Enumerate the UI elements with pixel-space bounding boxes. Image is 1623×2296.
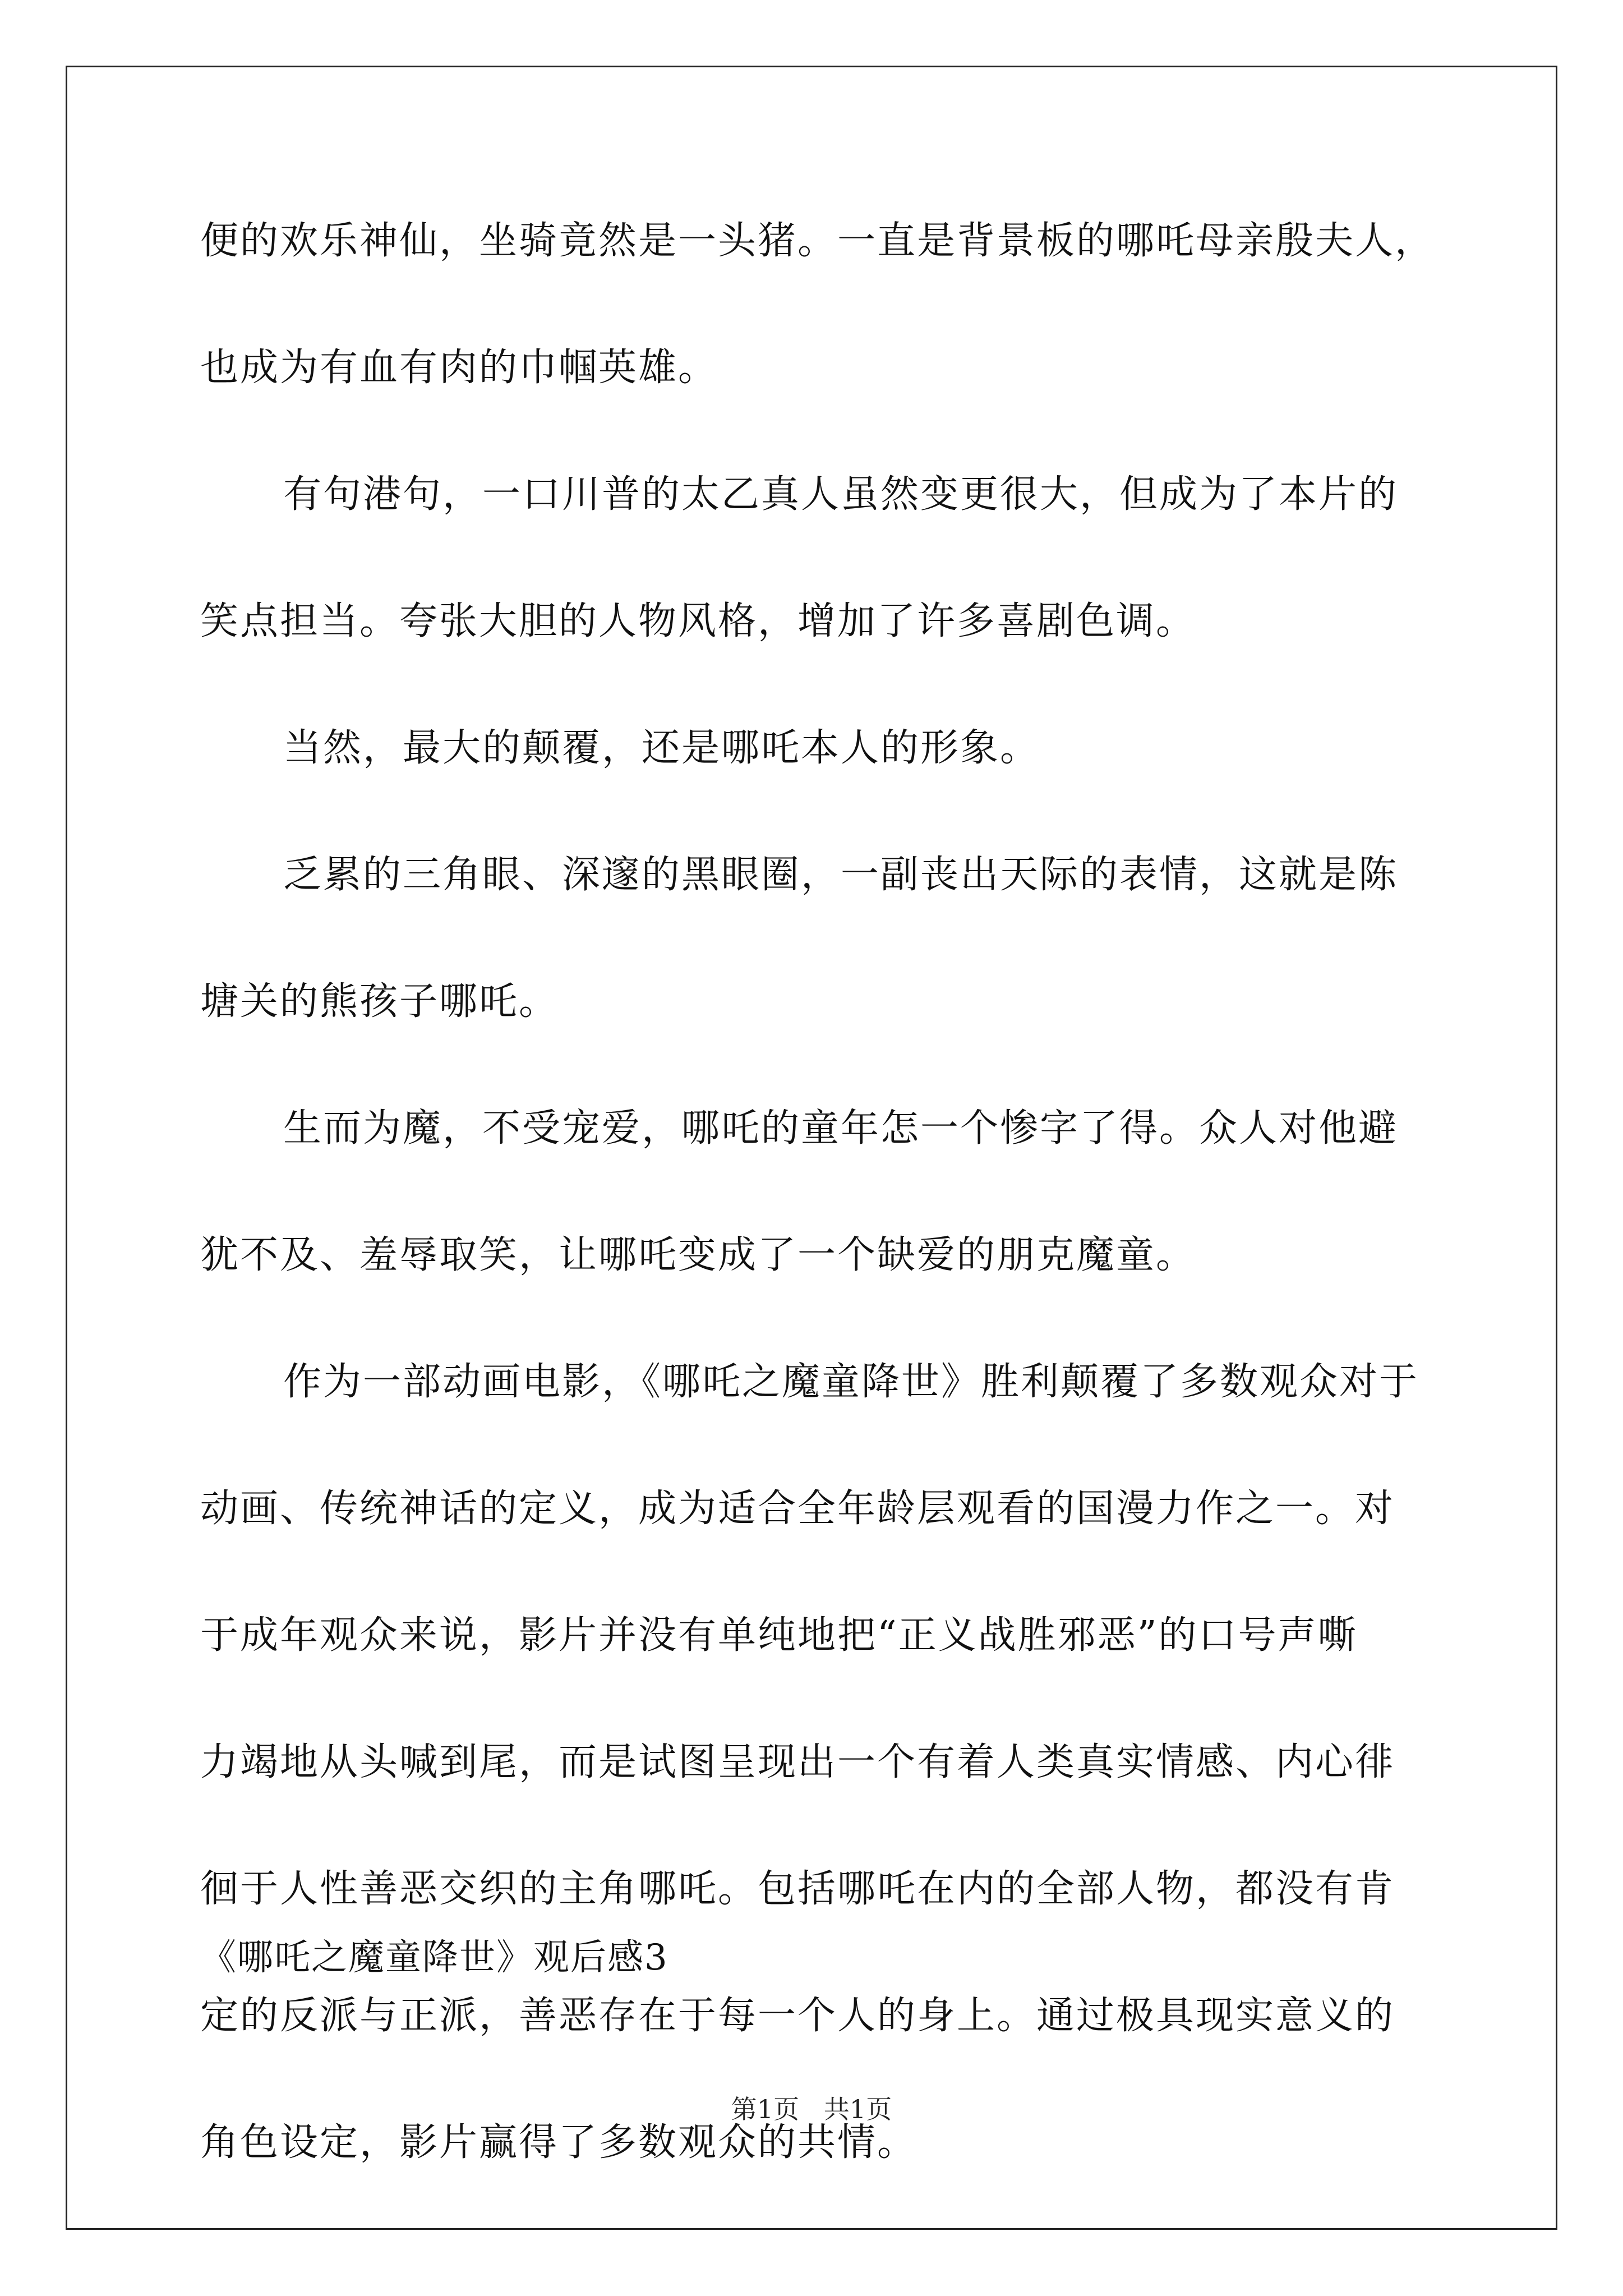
paragraph-line: 动画、传统神话的定义，成为适合全年龄层观看的国漫力作之一。对 [200,1487,1395,1531]
paragraph-line: 笑点担当。夸张大胆的人物风格，增加了许多喜剧色调。 [200,599,1196,643]
section-heading: 《哪吒之魔童降世》观后感3 [200,1937,668,1978]
page-number-footer: 第1页 共1页 [731,2094,892,2124]
paragraph-line: 乏累的三角眼、深邃的黑眼圈，一副丧出天际的表情，这就是陈 [283,853,1399,897]
paragraph-line: 生而为魔，不受宠爱，哪吒的童年怎一个惨字了得。众人对他避 [283,1106,1399,1151]
paragraph-line: 徊于人性善恶交织的主角哪吒。包括哪吒在内的全部人物，都没有肯 [200,1867,1395,1911]
paragraph-line: 当然，最大的颠覆，还是哪吒本人的形象。 [283,726,1040,770]
paragraph-line: 塘关的熊孩子哪吒。 [200,979,559,1024]
paragraph-line: 作为一部动画电影，《哪吒之魔童降世》胜利颠覆了多数观众对于 [283,1360,1419,1404]
paragraph-line: 也成为有血有肉的巾帼英雄。 [200,346,718,390]
paragraph-line: 于成年观众来说，影片并没有单纯地把“正义战胜邪恶”的口号声嘶 [200,1613,1358,1658]
paragraph-line: 便的欢乐神仙，坐骑竟然是一头猪。一直是背景板的哪吒母亲殷夫人， [200,219,1435,263]
paragraph-line: 角色设定，影片赢得了多数观众的共情。 [200,2120,917,2165]
paragraph-line: 力竭地从头喊到尾，而是试图呈现出一个有着人类真实情感、内心徘 [200,1740,1395,1784]
paragraph-line: 定的反派与正派，善恶存在于每一个人的身上。通过极具现实意义的 [200,1994,1395,2038]
paragraph-line: 有句港句，一口川普的太乙真人虽然变更很大，但成为了本片的 [283,472,1399,517]
paragraph-line: 犹不及、羞辱取笑，让哪吒变成了一个缺爱的朋克魔童。 [200,1233,1196,1277]
